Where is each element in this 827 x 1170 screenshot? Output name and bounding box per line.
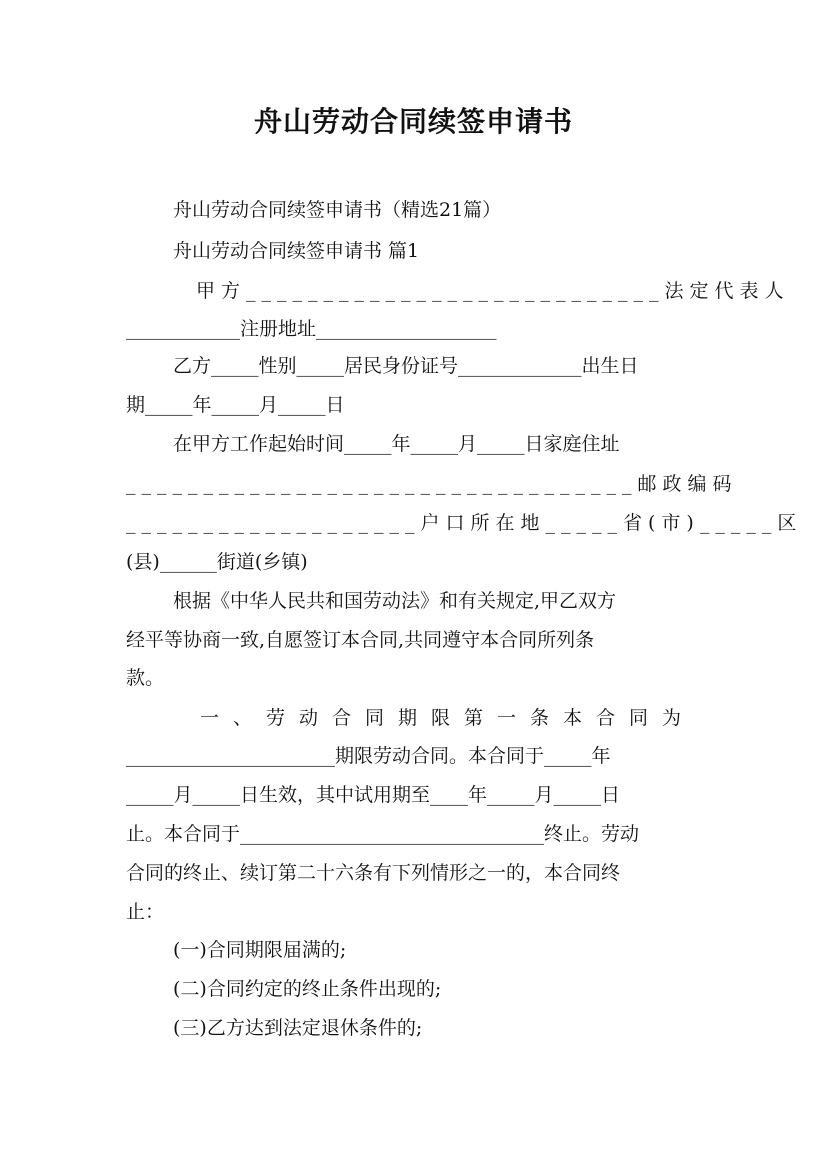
doc-line-18: 合同的终止、续订第二十六条有下列情形之一的，本合同终 bbox=[126, 862, 621, 884]
doc-line-22: (三)乙方达到法定退休条件的; bbox=[173, 1017, 423, 1039]
doc-line-7: 在甲方工作起始时间_____年_____月_____日家庭住址 bbox=[173, 433, 620, 455]
document-title: 舟山劳动合同续签申请书 bbox=[253, 105, 573, 138]
doc-line-5: 乙方_____性别_____居民身份证号_____________出生日 bbox=[173, 355, 639, 377]
doc-line-2: 舟山劳动合同续签申请书 篇1 bbox=[173, 240, 420, 262]
doc-line-11: 根据《中华人民共和国劳动法》和有关规定,甲乙双方 bbox=[173, 590, 617, 612]
doc-line-16: _____月_____日生效，其中试用期至____年_____月_____日 bbox=[126, 784, 621, 806]
doc-line-10: (县)______街道(乡镇) bbox=[126, 551, 308, 573]
doc-line-6: 期_____年_____月_____日 bbox=[126, 394, 345, 416]
doc-line-15: ______________________期限劳动合同。本合同于_____年 bbox=[126, 745, 611, 767]
doc-line-3: 甲方___________________________法定代表人 bbox=[196, 280, 790, 302]
doc-line-19: 止： bbox=[126, 901, 165, 923]
doc-line-14: 一、劳动合同期限第一条本合同为 bbox=[200, 707, 696, 729]
doc-line-17: 止。本合同于________________________________终止。劳动 bbox=[126, 823, 640, 845]
doc-line-1: 舟山劳动合同续签申请书（精选21篇） bbox=[173, 199, 502, 221]
doc-line-13: 款。 bbox=[126, 667, 165, 689]
doc-line-20: (一)合同期限届满的; bbox=[173, 939, 347, 961]
doc-line-8: _________________________________邮政编码 bbox=[126, 473, 738, 495]
doc-line-21: (二)合同约定的终止条件出现的; bbox=[173, 978, 442, 1000]
doc-line-9: ___________________户口所在地_____省(市)_____区 bbox=[126, 512, 803, 534]
doc-line-4: ____________注册地址___________________ bbox=[126, 318, 497, 340]
doc-line-12: 经平等协商一致,自愿签订本合同,共同遵守本合同所列条 bbox=[126, 629, 595, 651]
